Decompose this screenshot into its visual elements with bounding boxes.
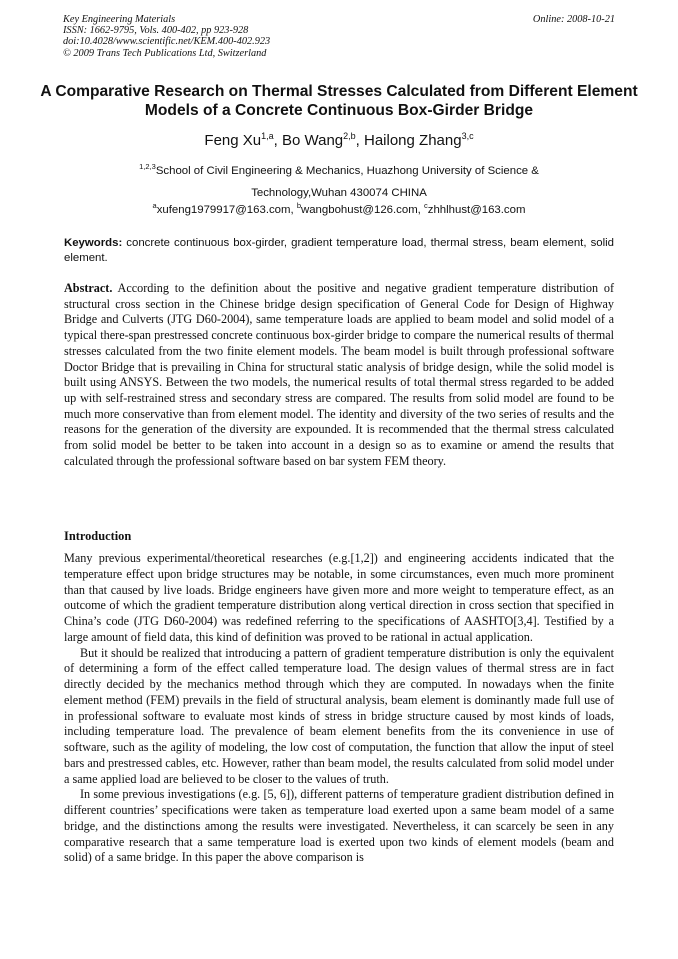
author-sup: 2,b <box>343 131 356 141</box>
author-name: Hailong Zhang <box>364 132 462 149</box>
paragraph: But it should be realized that introducing a pattern of gradient temperature distribution is only the equivalent of determining a form of the effect called temperature load. The design values of thermal stress are in fact directly decided by the mechanics method through which they are computed. In nowadays when the finite element method (FEM) prevails in the field of structural analysis, beam element is dominantly made full use of in professional software to evaluate most kinds of stress in bridge structure caused by most kinds of loads, including temperature load. The prevalence of beam element benefits from the its convenience in use of software, such as the agility of modeling, the low cost of computation, the function that allow the input of steel bars and prestressed cables, etc. However, rather than beam model, the results calculated from solid model under a same applied load are believed to be closer to the values of truth. <box>64 645 614 786</box>
email-address: zhhlhust@163.com <box>427 203 526 216</box>
issn-line: ISSN: 1662-9795, Vols. 400-402, pp 923-928 <box>63 25 249 37</box>
journal-name: Key Engineering Materials <box>63 14 176 25</box>
copyright-line: © 2009 Trans Tech Publications Ltd, Switzerland <box>63 47 267 59</box>
keywords-label: Keywords: <box>64 237 123 249</box>
keywords-text: concrete continuous box-girder, gradient temperature load, thermal stress, beam element, solid element. <box>64 237 614 264</box>
affiliation-sup: 1,2,3 <box>139 162 156 171</box>
journal-header <box>63 14 270 59</box>
email-sup: c <box>424 201 428 210</box>
introduction-body <box>64 551 614 866</box>
paragraph: Many previous experimental/theoretical researches (e.g.[1,2]) and engineering accidents indicated that the temperature effect upon bridge structures may be notable, in some circumstances, even much more prominent than that caused by live loads. Bridge engineers have given more and more weight to temperature effect, as an outcome of which the gradient temperature distribution along vertical direction in cross section that specified in China’s code (JTG D60-2004) was redefined referring to the specifications of AASHTO[3,4]. Testified by a large amount of field data, this kind of definition was proved to be rational in actual application. <box>64 551 614 644</box>
abstract-text: According to the definition about the positive and negative gradient temperature distribution of structural cross section in the Chinese bridge design specification of General Code for Design of Highway Bridge and Culverts (JTG D60-2004), same temperature loads are applied to beam model and solid model of a typical there-span prestressed concrete continuous box-girder bridge to compare the numerical results of thermal stresses calculated from the two finite element models. The beam model is built through professional software Doctor Bridge that is prevailing in China for structural static analysis of bridge design, while the solid model is built using ANSYS. Between the two models, the numerical results of total thermal stress regarded to be added up with self-restrained stress and secondary stress are compared. The results from solid model are found to be much more conservative than from element model. The identity and diversity of the two series of results and the reasons for the generation of the diversity are expounded. It is recommended that the thermal stress calculated from solid model be better to be taken into account in a design so as to examine or amend the results that calculated through the professional software based on bar system FEM theory. <box>64 281 614 468</box>
section-heading: Introduction <box>64 529 132 543</box>
keywords <box>64 236 614 266</box>
author-sup: 3,c <box>461 131 474 141</box>
author-separator: , <box>355 132 364 149</box>
email-sup: a <box>152 201 157 210</box>
author-list <box>0 127 678 150</box>
abstract-label: Abstract. <box>64 281 113 295</box>
author-name: Feng Xu <box>204 132 262 149</box>
affiliation-line: School of Civil Engineering & Mechanics, Huazhong University of Science & <box>155 164 539 177</box>
email-list <box>0 201 678 216</box>
email-address: wangbohust@126.com, <box>301 203 425 216</box>
abstract <box>64 281 614 469</box>
affiliation <box>0 156 678 204</box>
email-address: xufeng1979917@163.com, <box>156 203 297 216</box>
affiliation-line: Technology,Wuhan 430074 CHINA <box>251 186 427 199</box>
paper-title: A Comparative Research on Thermal Stresses Calculated from Different Element Models of a Concrete Continuous Box-Girder Bridge <box>40 83 638 119</box>
author-sup: 1,a <box>261 131 274 141</box>
paragraph: In some previous investigations (e.g. [5, 6]), different patterns of temperature gradient distribution defined in different countries’ specifications were taken as temperature load exerted upon a same beam model of a same bridge, and the distinctions among the results were investigated. Nevertheless, it can scarcely be seen in any comparative research that a same temperature load is exerted upon two kinds of element models (beam and solid) of a same bridge. In this paper the above comparison is <box>64 787 614 865</box>
email-sup: b <box>296 201 301 210</box>
doi-line: doi:10.4028/www.scientific.net/KEM.400-402.923 <box>63 36 271 48</box>
author-name: Bo Wang <box>281 132 344 149</box>
online-date: Online: 2008-10-21 <box>532 14 615 25</box>
author-separator: , <box>273 132 282 149</box>
